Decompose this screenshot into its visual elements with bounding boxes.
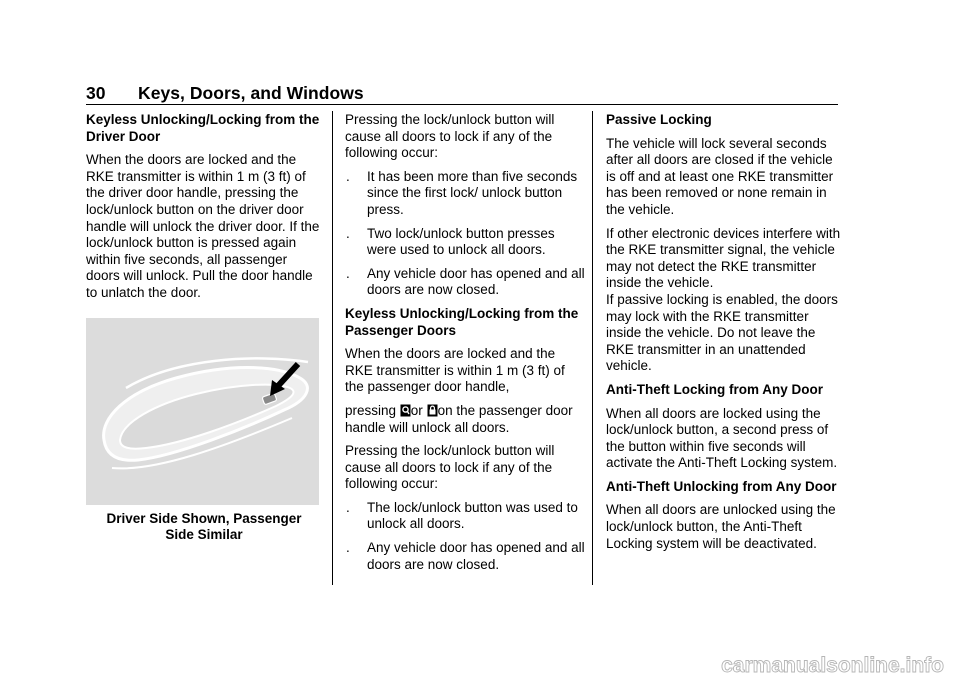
column-divider	[332, 111, 333, 585]
section-heading: Anti-Theft Unlocking from Any Door	[606, 478, 837, 494]
column-divider	[592, 111, 593, 585]
column-2	[345, 112, 585, 580]
bullet-marker: .	[346, 540, 350, 556]
list-item	[345, 226, 585, 259]
bullet-marker: .	[346, 265, 350, 281]
body-paragraph: When all doors are unlocked using the lock/unlock button, the Anti-Theft Locking system will be deactivated.	[606, 502, 836, 551]
body-paragraph: When all doors are locked using the lock/unlock button, a second press of the button within five seconds will activate the Anti-Theft Locking system.	[606, 405, 838, 471]
caption-line: Side Similar	[165, 527, 243, 543]
section-heading: Passive Locking	[606, 112, 712, 127]
lock-icon	[427, 404, 438, 417]
column-1	[86, 112, 322, 544]
watermark-text: carmanualsonline.info	[721, 654, 944, 676]
figure-caption	[86, 511, 322, 544]
list-item-text: The lock/unlock button was used to unlock all doors.	[367, 499, 578, 532]
bullet-marker: .	[346, 168, 350, 184]
list-item	[345, 169, 585, 219]
section-heading: Keyless Unlocking/Locking from the Driver Door	[86, 112, 320, 144]
body-paragraph: The vehicle will lock several seconds after all doors are closed if the vehicle is off and at least one RKE transmitter has been removed or none remain in the vehicle.	[606, 135, 834, 217]
door-handle-illustration	[86, 318, 319, 505]
bullet-marker: .	[346, 499, 350, 515]
list-item	[345, 266, 585, 299]
list-item-text: Any vehicle door has opened and all doors are now closed.	[367, 540, 585, 572]
body-paragraph: If passive locking is enabled, the doors may lock with the RKE transmitter inside the vehicle. Do not leave the RKE transmitter in an unattended vehicle.	[606, 291, 838, 374]
list-item-text: It has been more than five seconds since the first lock/ unlock button press.	[367, 168, 578, 217]
section-title: Keys, Doors, and Windows	[138, 83, 364, 103]
watermark	[596, 654, 946, 676]
inline-text: or	[410, 402, 423, 418]
body-paragraph: When the doors are locked and the RKE transmitter is within 1 m (3 ft) of the driver door handle, pressing the lock/unlock button on the driver door handle will unlock the driver door. If the lock/unlock button is pressed again within five seconds, all passenger doors will unlock. Pull the door handle to unlatch the door.	[86, 152, 320, 300]
inline-text: pressing	[345, 402, 397, 418]
list-item-text: Any vehicle door has opened and all doors are now closed.	[367, 265, 585, 298]
section-heading: Keyless Unlocking/Locking from the Passenger Doors	[345, 305, 579, 338]
body-paragraph: When the doors are locked and the RKE transmitter is within 1 m (3 ft) of the passenger door handle,	[345, 346, 565, 395]
inline-text: on the passenger door handle will unlock all doors.	[345, 402, 573, 435]
unlock-icon	[400, 404, 411, 417]
list-item-text: Two lock/unlock button presses were used to unlock all doors.	[367, 225, 555, 258]
caption-line: Driver Side Shown, Passenger	[106, 510, 302, 526]
section-heading: Anti-Theft Locking from Any Door	[606, 381, 823, 397]
page-number: 30	[86, 83, 106, 103]
list-item	[345, 500, 585, 533]
door-handle-figure	[86, 318, 319, 505]
page-header	[86, 82, 838, 105]
column-3	[606, 112, 842, 559]
body-paragraph: If other electronic devices interfere with the RKE transmitter signal, the vehicle may not detect the RKE transmitter inside the vehicle.	[606, 225, 841, 291]
body-paragraph: Pressing the lock/unlock button will cause all doors to lock if any of the following occur:	[345, 112, 555, 161]
bullet-marker: .	[346, 225, 350, 241]
body-paragraph	[345, 403, 585, 436]
list-item	[345, 540, 585, 573]
body-paragraph: Pressing the lock/unlock button will cause all doors to lock if any of the following occur:	[345, 443, 555, 492]
